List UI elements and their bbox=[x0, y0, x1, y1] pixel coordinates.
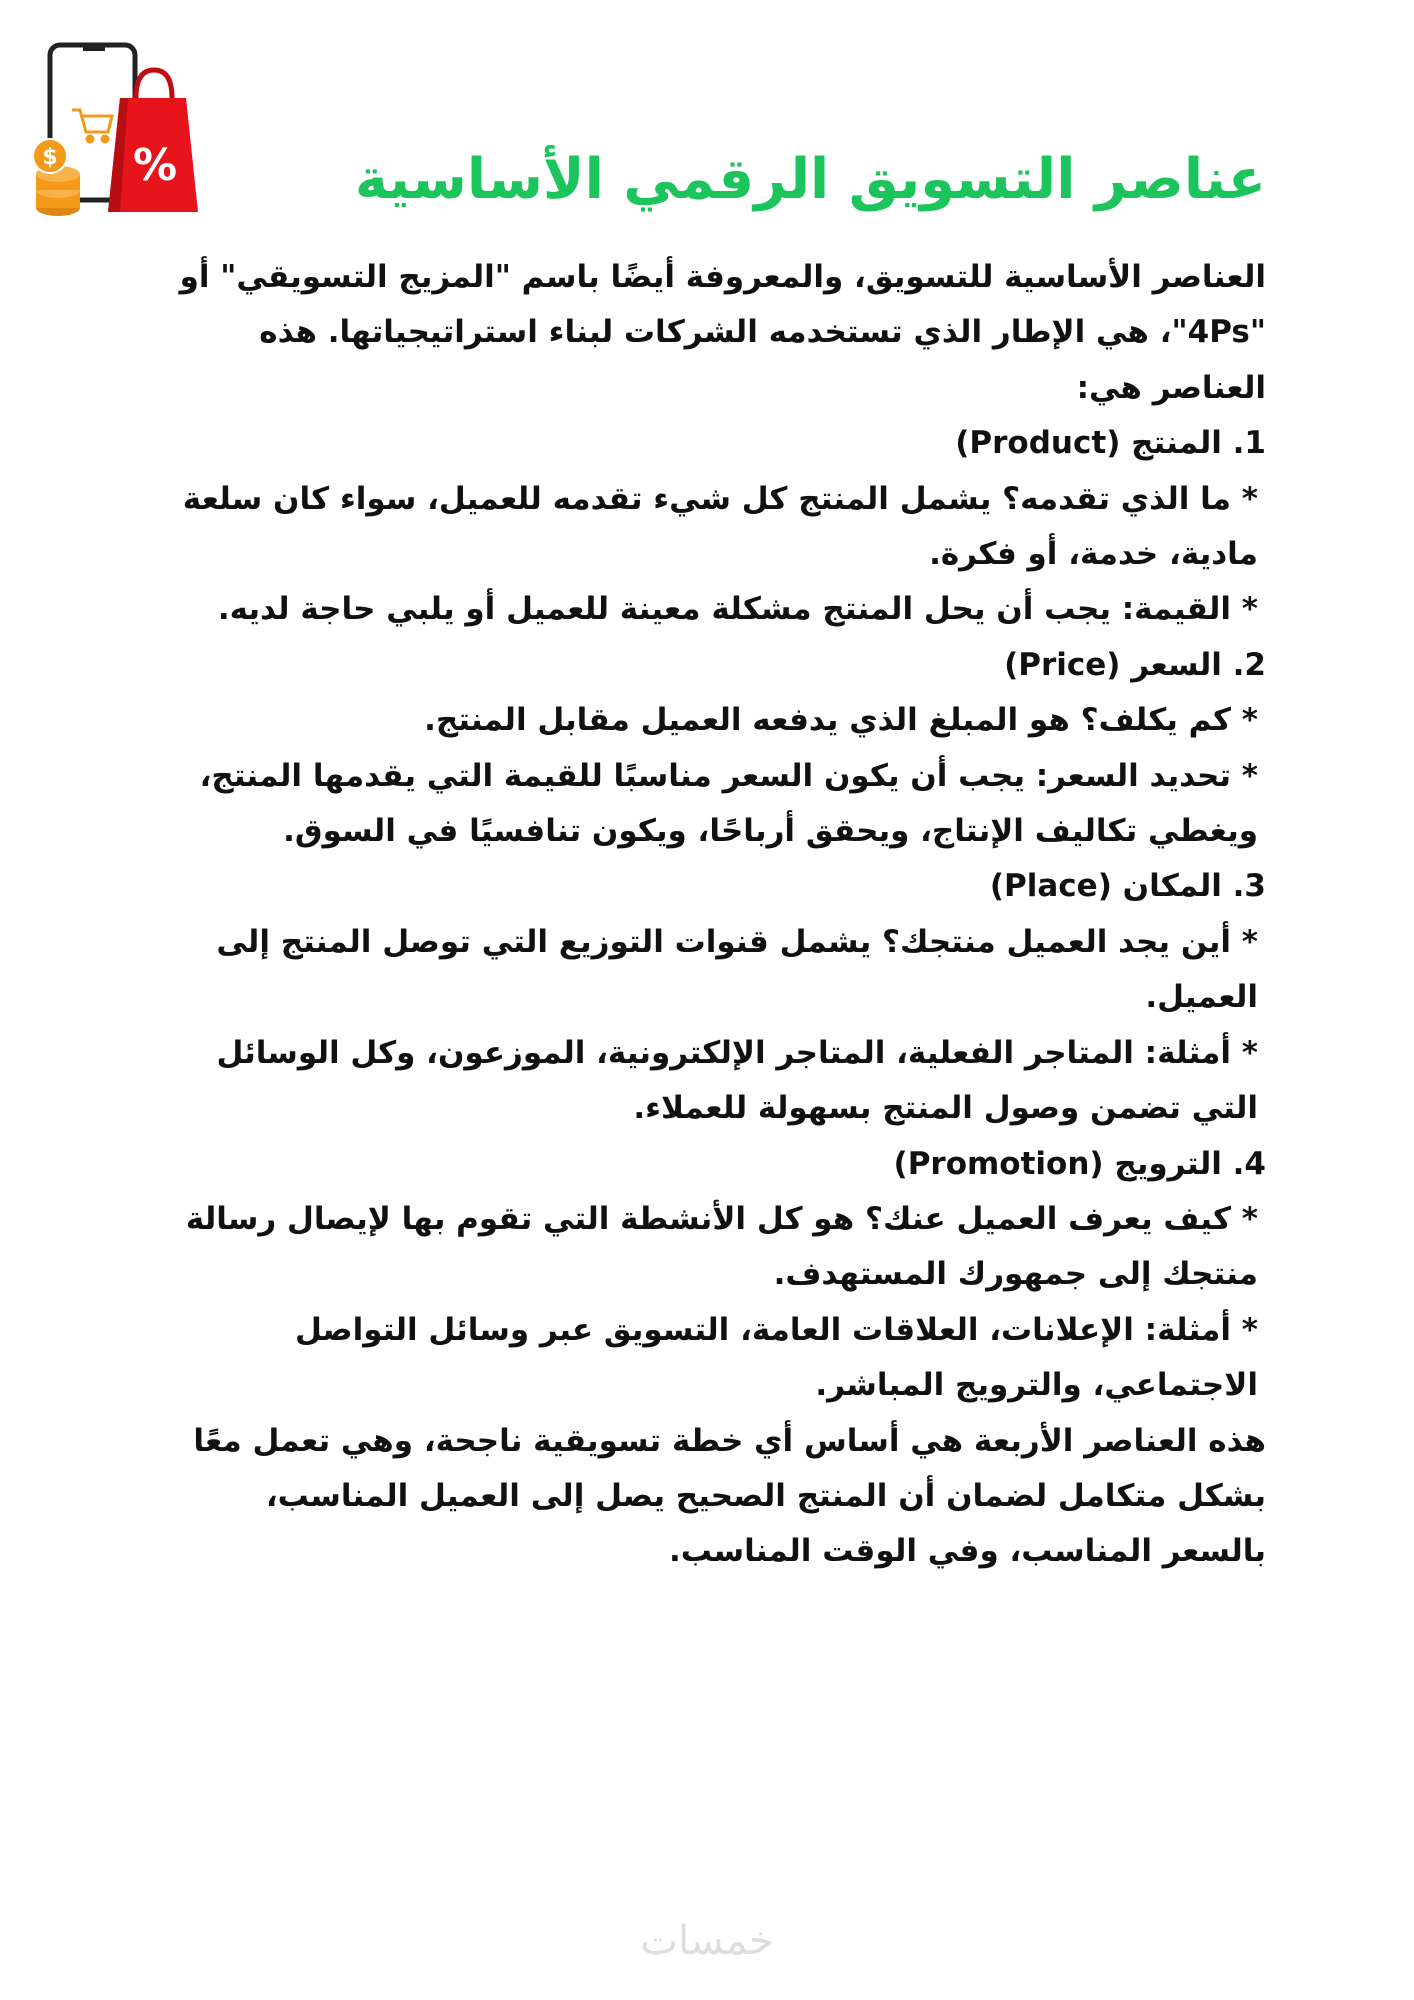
svg-text:%: % bbox=[132, 140, 178, 191]
list-item: * أمثلة: المتاجر الفعلية، المتاجر الإلكترونية، الموزعون، وكل الوسائل التي تضمن وصول المنتج بسهولة للعملاء. bbox=[216, 1034, 1258, 1127]
list-item: * القيمة: يجب أن يحل المنتج مشكلة معينة للعميل أو يلبي حاجة لديه. bbox=[217, 591, 1258, 628]
section-heading-price: 2. السعر (Price) bbox=[1004, 646, 1266, 683]
section-heading-product: 1. المنتج (Product) bbox=[955, 425, 1266, 462]
conclusion-paragraph: هذه العناصر الأربعة هي أساس أي خطة تسويقية ناجحة، وهي تعمل معًا بشكل متكامل لضمان أن المنتج الصحيح يصل إلى العميل المناسب، بالسعر المناسب، وفي الوقت المناسب. bbox=[193, 1422, 1266, 1570]
article-body bbox=[171, 250, 1266, 1580]
list-item: * أمثلة: الإعلانات، العلاقات العامة، التسويق عبر وسائل التواصل الاجتماعي، والترويج المباشر. bbox=[295, 1311, 1258, 1404]
intro-paragraph: العناصر الأساسية للتسويق، والمعروفة أيضًا باسم "المزيج التسويقي" أو "4Ps"، هي الإطار الذي تستخدمه الشركات لبناء استراتيجياتها. هذه العناصر هي: bbox=[179, 259, 1266, 406]
section-heading-place: 3. المكان (Place) bbox=[989, 868, 1266, 905]
list-item: * تحديد السعر: يجب أن يكون السعر مناسبًا للقيمة التي يقدمها المنتج، ويغطي تكاليف الإنتاج، ويحقق أرباحًا، ويكون تنافسيًا في السوق. bbox=[199, 757, 1258, 850]
page-title: عناصر التسويق الرقمي الأساسية bbox=[354, 147, 1266, 212]
list-item: * كم يكلف؟ هو المبلغ الذي يدفعه العميل مقابل المنتج. bbox=[424, 702, 1258, 739]
section-heading-promotion: 4. الترويج (Promotion) bbox=[893, 1145, 1266, 1182]
cart-icon bbox=[72, 110, 112, 142]
list-item: * أين يجد العميل منتجك؟ يشمل قنوات التوزيع التي توصل المنتج إلى العميل. bbox=[216, 923, 1258, 1016]
watermark: خمسات bbox=[640, 1918, 774, 1964]
list-item: * ما الذي تقدمه؟ يشمل المنتج كل شيء تقدمه للعميل، سواء كان سلعة مادية، خدمة، أو فكرة. bbox=[182, 480, 1258, 573]
coins-icon bbox=[33, 139, 80, 216]
list-item: * كيف يعرف العميل عنك؟ هو كل الأنشطة التي تقوم بها لإيصال رسالة منتجك إلى جمهورك المستهدف. bbox=[185, 1200, 1258, 1293]
svg-text:$: $ bbox=[42, 145, 58, 170]
